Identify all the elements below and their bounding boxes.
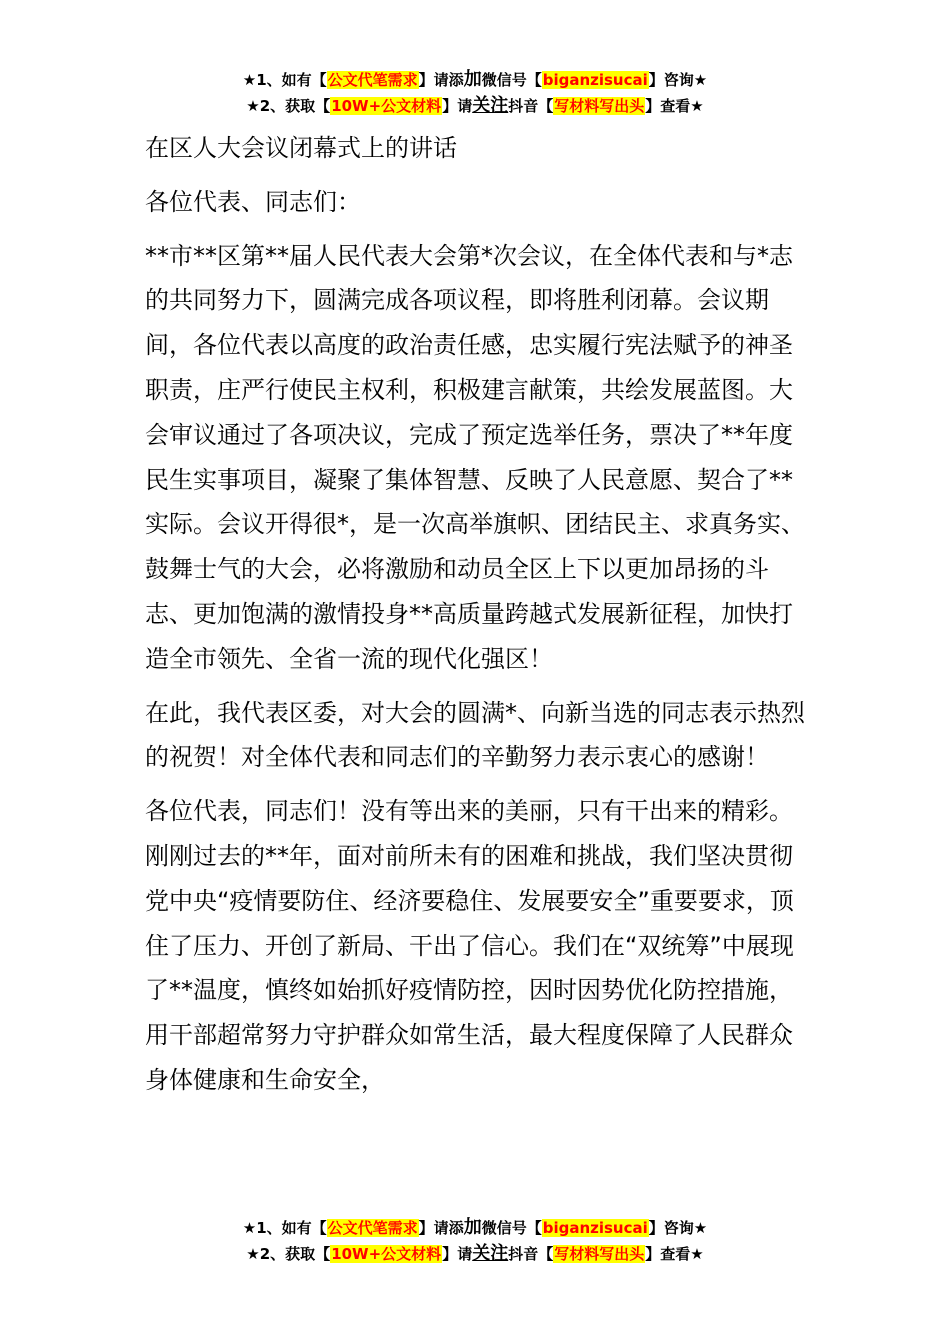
banner-highlight: 10W+公文材料 [331,97,442,115]
header-banner [0,67,950,119]
banner-highlight: 10W+公文材料 [331,1245,442,1263]
document-title: 在区人大会议闭幕式上的讲话 [145,134,457,162]
banner-highlight: 公文代笔需求 [327,71,418,89]
salutation: 各位代表、同志们： [145,187,361,216]
banner-line-1: ★1、如有【公文代笔需求】请添加微信号【biganzisucai】咨询★ [242,1217,708,1238]
footer-banner [0,1215,950,1267]
banner-wechat-id: biganzisucai [542,1219,648,1237]
banner-highlight: 公文代笔需求 [327,1219,418,1237]
banner-line-2: ★2、获取【10W+公文材料】请关注抖音【写材料写出头】查看★ [246,95,704,116]
banner-douyin-id: 写材料写出头 [554,97,645,115]
paragraph: 在此，我代表区委，对大会的圆满*、向新当选的同志表示热烈的祝贺！对全体代表和同志们的辛勤努力表示衷心的感谢！ [145,698,805,772]
paragraph: 各位代表，同志们！没有等出来的美丽，只有干出来的精彩。刚刚过去的**年，面对前所未有的困难和挑战，我们坚决贯彻党中央“疫情要防住、经济要稳住、发展要安全”重要要求，顶住了压力、开创了新局、干出了信心。我们在“双统筹”中展现了**温度，慎终如始抓好疫情防控，因时因势优化防控措施，用干部超常努力守护群众如常生活，最大程度保障了人民群众身体健康和生命安全， [145,797,794,1094]
document-body [145,126,810,1112]
banner-line-2: ★2、获取【10W+公文材料】请关注抖音【写材料写出头】查看★ [246,1243,704,1264]
banner-douyin-id: 写材料写出头 [554,1245,645,1263]
banner-wechat-id: biganzisucai [542,71,648,89]
banner-line-1: ★1、如有【公文代笔需求】请添加微信号【biganzisucai】咨询★ [242,69,708,90]
paragraph: **市**区第**届人民代表大会第*次会议，在全体代表和与*志的共同努力下，圆满完成各项议程，即将胜利闭幕。会议期间，各位代表以高度的政治责任感，忠实履行宪法赋予的神圣职责，庄严行使民主权利，积极建言献策，共绘发展蓝图。大会审议通过了各项决议，完成了预定选举任务，票决了**年度民生实事项目，凝聚了集体智慧、反映了人民意愿、契合了**实际。会议开得很*，是一次高举旗帜、团结民主、求真务实、鼓舞士气的大会，必将激励和动员全区上下以更加昂扬的斗志、更加饱满的激情投身**高质量跨越式发展新征程，加快打造全市领先、全省一流的现代化强区！ [145,241,805,673]
